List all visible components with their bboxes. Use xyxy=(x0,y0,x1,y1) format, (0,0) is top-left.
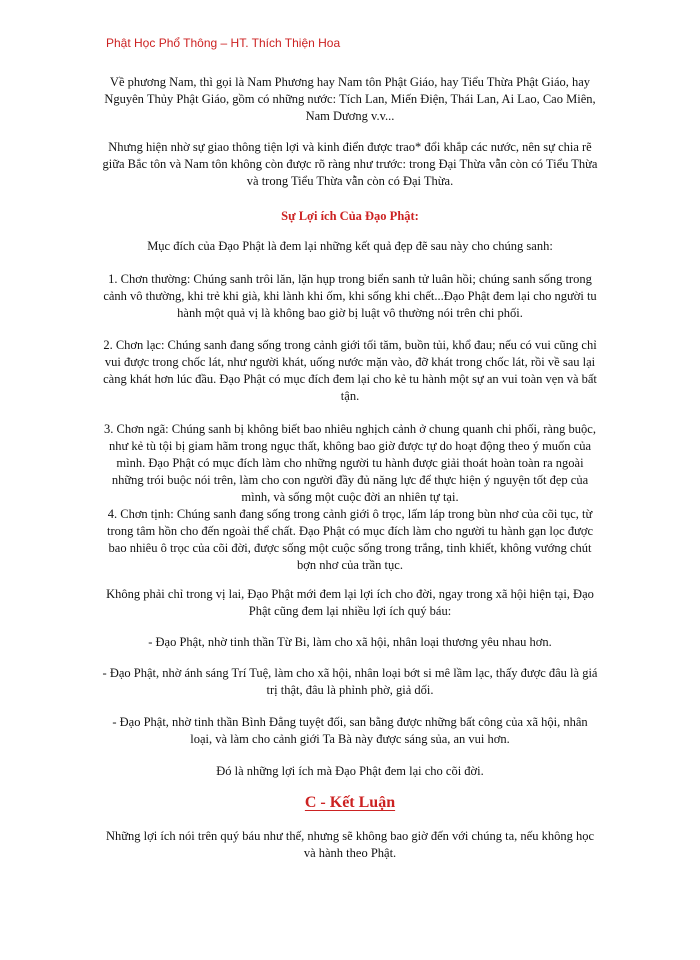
paragraph-chon-thuong: 1. Chơn thường: Chúng sanh trôi lăn, lặn hụp trong biển sanh tử luân hồi; chúng sanh sống trong cảnh vô thường, khi trẻ khi già, khi lành khi ốm, khi sống khi chết...Đạo Phật đem lại cho người tu hành một quả vị là không bao giờ bị luật vô thường nói trên chi phối. xyxy=(103,272,597,320)
paragraph-chon-nga: 3. Chơn ngã: Chúng sanh bị không biết bao nhiêu nghịch cảnh ở chung quanh chi phối, ràng buộc, như kẻ tù tội bị giam hãm trong ngục thất, không bao giờ được tự do hoạt động theo ý muốn của mình. Đạo Phật có mục đích làm cho những người tu hành được giải thoát hoàn toàn ra ngoài những trói buộc nói trên, làm cho con người đầy đủ năng lực để thực hiện ý nguyện tốt đẹp của mình, và sống một cuộc đời an nhiên tự tại. xyxy=(104,422,596,504)
paragraph-benefits-summary: Đó là những lợi ích mà Đạo Phật đem lại cho cõi đời. xyxy=(216,764,484,778)
paragraph-chon-lac: 2. Chơn lạc: Chúng sanh đang sống trong cảnh giới tối tăm, buồn tủi, khổ đau; nếu có vui cũng chỉ vui được trong chốc lát, như người khát, uống nước mặn vào, đỡ khát trong chốc lát, rồi về sau lại càng khát hơn lúc đầu. Đạo Phật có mục đích đem lại cho kẻ tu hành một sự an vui toàn vẹn và bất tận. xyxy=(103,338,597,403)
paragraph-modern-exchange: Nhưng hiện nhờ sự giao thông tiện lợi và kinh điển được trao* đổi khắp các nước, nên sự chia rẽ giữa Bắc tôn và Nam tôn không còn được rõ ràng như trước: trong Đại Thừa vẫn còn có Tiểu Thừa và trong Tiểu Thừa vẫn còn có Đại Thừa. xyxy=(102,140,598,188)
subheading-benefits: Sự Lợi ích Của Đạo Phật: xyxy=(281,209,419,223)
list-item-wisdom: - Đạo Phật, nhờ ánh sáng Trí Tuệ, làm cho xã hội, nhân loại bớt si mê lầm lạc, thấy được đâu là giá trị thật, đâu là phỉnh phờ, giả dối. xyxy=(102,666,598,697)
paragraph-purpose: Mục đích của Đạo Phật là đem lại những kết quả đẹp đẽ sau này cho chúng sanh: xyxy=(147,239,553,253)
paragraph-present-benefits: Không phải chỉ trong vị lai, Đạo Phật mới đem lại lợi ích cho đời, ngay trong xã hội hiện tại, Đạo Phật cũng đem lại nhiều lợi ích quý báu: xyxy=(106,587,594,618)
paragraph-conclusion: Những lợi ích nói trên quý báu như thế, nhưng sẽ không bao giờ đến với chúng ta, nếu không học và hành theo Phật. xyxy=(106,829,594,860)
paragraph-southern-buddhism: Về phương Nam, thì gọi là Nam Phương hay Nam tôn Phật Giáo, hay Tiểu Thừa Phật Giáo, hay Nguyên Thủy Phật Giáo, gồm có những nước: Tích Lan, Miến Điện, Thái Lan, Ai Lao, Cao Miên, Nam Dương v.v... xyxy=(104,75,596,123)
paragraph-chon-tinh: 4. Chơn tịnh: Chúng sanh đang sống trong cảnh giới ô trọc, lấm láp trong bùn nhơ của cõi tục, từ trong tâm hồn cho đến ngoài thể chất. Đạo Phật có mục đích làm cho người tu hành gạn lọc được bao nhiêu ô trọc của cõi đời, được sống một cuộc sống trong trắng, tinh khiết, không vướng chút bợn nhơ của trần tục. xyxy=(106,507,594,572)
page-header: Phật Học Phổ Thông – HT. Thích Thiện Hoa xyxy=(106,36,341,50)
list-item-equality: - Đạo Phật, nhờ tinh thần Bình Đẳng tuyệt đối, san bằng được những bất công của xã hội, nhân loại, và làm cho cảnh giới Ta Bà này được sáng sủa, an vui hơn. xyxy=(112,715,588,746)
section-title-conclusion xyxy=(100,794,600,812)
list-item-compassion: - Đạo Phật, nhờ tinh thần Từ Bi, làm cho xã hội, nhân loại thương yêu nhau hơn. xyxy=(148,635,552,649)
section-title-text: C - Kết Luận xyxy=(304,794,396,811)
